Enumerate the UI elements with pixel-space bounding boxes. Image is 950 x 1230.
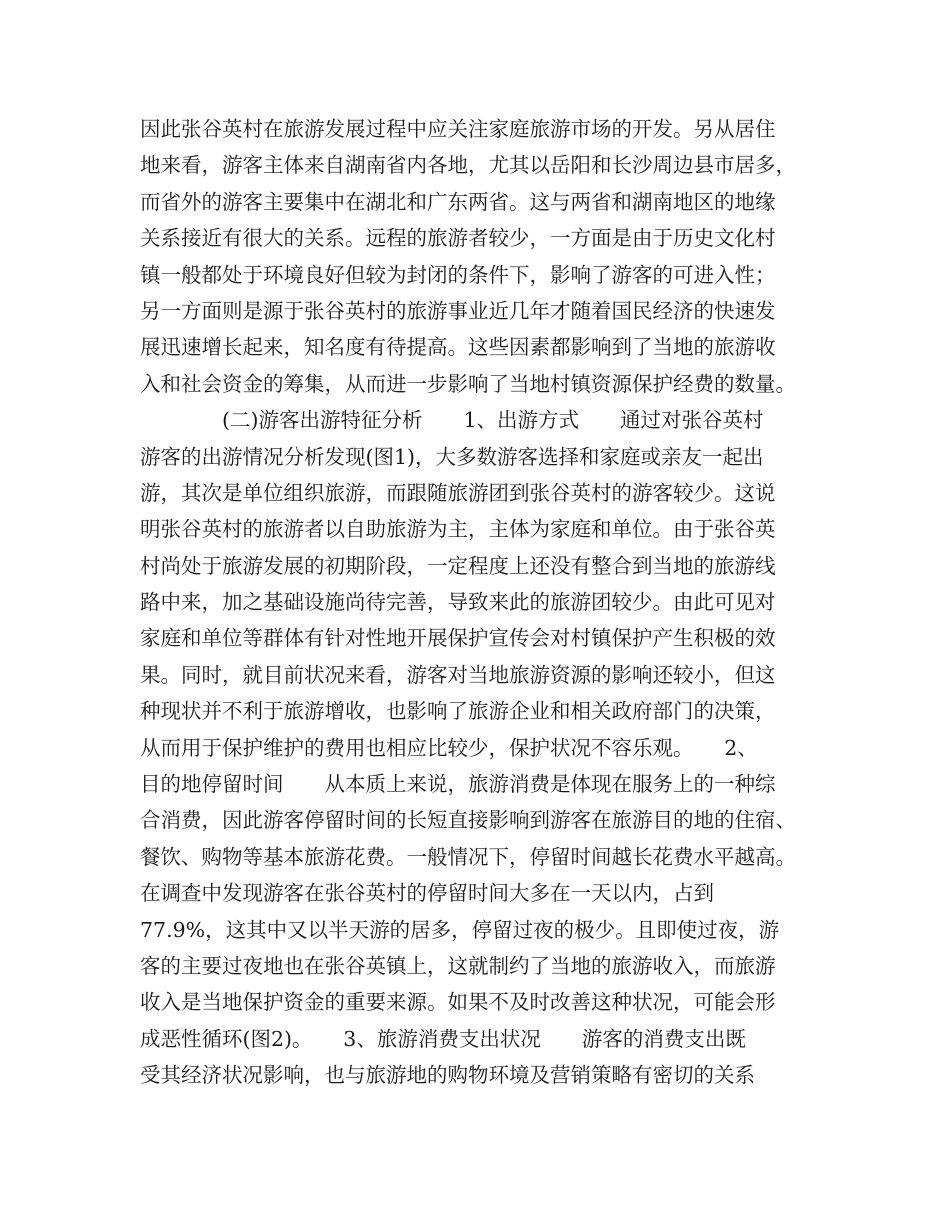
text-line: 从而用于保护维护的费用也相应比较少，保护状况不容乐观。 2、 [140,735,758,760]
text-line: 关系接近有很大的关系。远程的旅游者较少，一方面是由于历史文化村 [140,226,776,251]
text-line: 展迅速增长起来，知名度有待提高。这些因素都影响到了当地的旅游收 [140,335,776,360]
text-line: 种现状并不利于旅游增收，也影响了旅游企业和相关政府部门的决策， [140,699,776,724]
text-line: 在调查中发现游客在张谷英村的停留时间大多在一天以内，占到 [140,881,714,906]
text-line: 明张谷英村的旅游者以自助旅游为主，主体为家庭和单位。由于张谷英 [140,517,776,542]
text-line: 成恶性循环(图2)。 3、旅游消费支出状况 游客的消费支出既 [140,1026,746,1051]
text-line: 收入是当地保护资金的重要来源。如果不及时改善这种状况，可能会形 [140,990,776,1015]
text-line: 因此张谷英村在旅游发展过程中应关注家庭旅游市场的开发。另从居住 [140,117,776,141]
text-line: 游，其次是单位组织旅游，而跟随旅游团到张谷英村的游客较少。这说 [140,480,776,505]
text-line: 客的主要过夜地也在张谷英镇上，这就制约了当地的旅游收入，而旅游 [140,953,776,978]
text-line: 另一方面则是源于张谷英村的旅游事业近几年才随着国民经济的快速发 [140,298,776,323]
text-line: 受其经济状况影响，也与旅游地的购物环境及营销策略有密切的关系 [140,1063,755,1088]
text-line: 家庭和单位等群体有针对性地开展保护宣传会对村镇保护产生积极的效 [140,626,776,651]
text-line: 餐饮、购物等基本旅游花费。一般情况下，停留时间越长花费水平越高。 [140,844,796,869]
text-line: (二)游客出游特征分析 1、出游方式 通过对张谷英村 [140,408,764,433]
text-line: 地来看，游客主体来自湖南省内各地，尤其以岳阳和长沙周边县市居多， [140,153,796,178]
text-line: 目的地停留时间 从本质上来说，旅游消费是体现在服务上的一种综 [140,772,776,797]
text-line: 路中来，加之基础设施尚待完善，导致来此的旅游团较少。由此可见对 [140,590,776,615]
text-line: 而省外的游客主要集中在湖北和广东两省。这与两省和湖南地区的地缘 [140,189,776,214]
body-text [140,111,820,1094]
text-line: 村尚处于旅游发展的初期阶段，一定程度上还没有整合到当地的旅游线 [140,553,776,578]
text-line: 合消费，因此游客停留时间的长短直接影响到游客在旅游目的地的住宿、 [140,808,796,833]
text-line: 入和社会资金的筹集，从而进一步影响了当地村镇资源保护经费的数量。 [140,371,796,396]
text-line: 77.9%，这其中又以半天游的居多，停留过夜的极少。且即使过夜，游 [140,917,780,942]
text-line: 果。同时，就目前状况来看，游客对当地旅游资源的影响还较小，但这 [140,662,776,687]
text-line: 镇一般都处于环境良好但较为封闭的条件下，影响了游客的可进入性； [140,262,776,287]
text-line: 游客的出游情况分析发现(图1)，大多数游客选择和家庭或亲友一起出 [140,444,764,469]
